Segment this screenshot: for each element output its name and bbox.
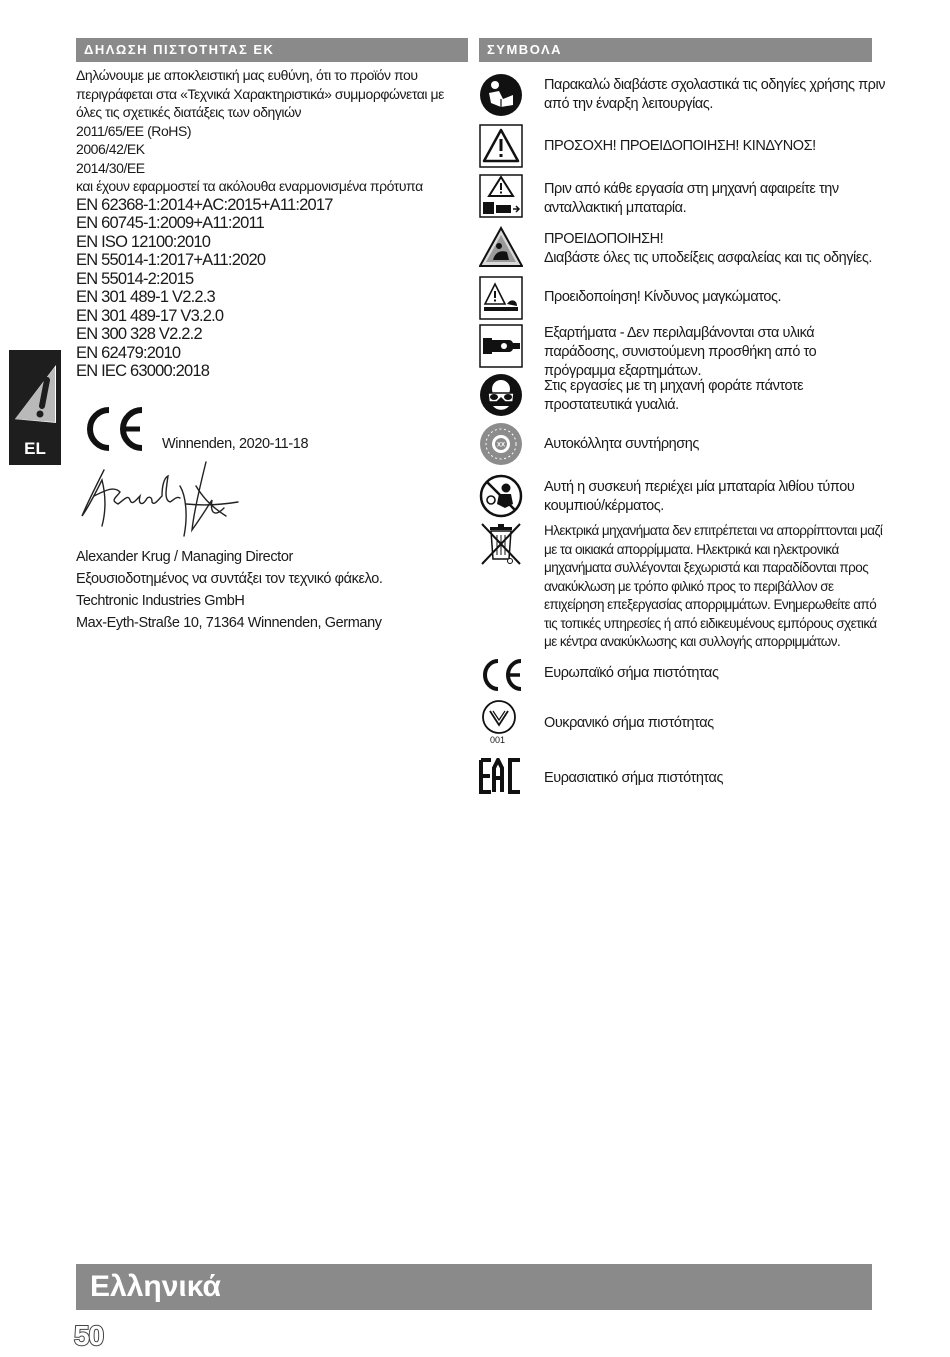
signatory-line: Alexander Krug / Managing Director (76, 549, 293, 565)
standard: EN 55014-1:2017+A11:2020 (76, 251, 266, 269)
signatory-line: Εξουσιοδοτημένος να συντάξει τον τεχνικό φάκελο. (76, 571, 383, 587)
maintenance-sticker-icon (479, 422, 523, 466)
directive: 2014/30/EE (76, 159, 145, 176)
standard: EN IEC 63000:2018 (76, 362, 210, 380)
declaration-intro-line: περιγράφεται στα «Τεχνικά Χαρακτηριστικά» συμμορφώνεται με (76, 85, 444, 102)
page-number: 50 (74, 1320, 104, 1351)
signatory-block (76, 546, 383, 634)
standard: EN 300 328 V2.2.2 (76, 325, 202, 343)
crush-hazard-icon (479, 276, 523, 320)
standard: EN 301 489-17 V3.2.0 (76, 306, 224, 325)
standard: EN 62479:2010 (76, 343, 181, 362)
symbol-text: Πριν από κάθε εργασία στη μηχανή αφαιρείτε την ανταλλακτική μπαταρία. (544, 181, 839, 216)
eac-mark-icon (479, 758, 523, 794)
symbol-text-line: Διαβάστε όλες τις υποδείξεις ασφαλείας και τις οδηγίες. (544, 250, 872, 266)
standard: EN 55014-2:2015 (76, 269, 194, 288)
symbol-text-line: ΠΡΟΕΙΔΟΠΟΙΗΣΗ! (544, 231, 664, 247)
ukraine-mark-number: 001 (490, 735, 506, 745)
declaration-intro-line: όλες τις σχετικές διατάξεις των οδηγιών (76, 104, 302, 120)
place-date: Winnenden, 2020-11-18 (162, 436, 309, 452)
svg-text:XX: XX (496, 442, 506, 449)
signatory-line: Techtronic Industries GmbH (76, 593, 245, 609)
accessory-icon (479, 324, 523, 368)
coin-battery-child-icon (479, 474, 523, 518)
standard: EN ISO 12100:2010 (76, 232, 211, 251)
warning-tab-icon (9, 354, 61, 434)
symbol-text (544, 230, 889, 268)
safety-warning-icon (479, 226, 523, 270)
symbol-text: Εξαρτήματα - Δεν περιλαμβάνονται στα υλικά παράδοσης, συνιστούμενη προσθήκη από το πρόγραμμα εξαρτημάτων. (544, 325, 817, 379)
symbol-text: Ευρασιατικό σήμα πιστότητας (544, 770, 723, 786)
standard: EN 62368-1:2014+AC:2015+A11:2017 (76, 195, 333, 214)
symbol-text: Αυτή η συσκευή περιέχει μία μπαταρία λιθίου τύπου κουμπιού/κέρματος. (544, 479, 855, 514)
signatory-line: Max-Eyth-Straße 10, 71364 Winnenden, Germany (76, 615, 382, 631)
directive: 2011/65/EE (RoHS) (76, 122, 192, 139)
weee-bin-icon (479, 521, 523, 565)
language-tab (9, 350, 61, 465)
footer-language-title: Ελληνικά (76, 1264, 872, 1310)
symbol-text: Προειδοποίηση! Κίνδυνος μαγκώματος. (544, 289, 782, 305)
declaration-body (76, 66, 468, 381)
symbol-text: ΠΡΟΣΟΧΗ! ΠΡΟΕΙΔΟΠΟΙΗΣΗ! ΚΙΝΔΥΝΟΣ! (544, 138, 816, 154)
warning-triangle-icon (479, 124, 523, 168)
symbol-text: Παρακαλώ διαβάστε σχολαστικά τις οδηγίες χρήσης πριν από την έναρξη λειτουργίας. (544, 77, 886, 112)
standard: EN 60745-1:2009+A11:2011 (76, 214, 264, 232)
symbol-text: Ευρωπαϊκό σήμα πιστότητας (544, 665, 719, 681)
ce-mark-icon (479, 658, 523, 692)
standard: EN 301 489-1 V2.2.3 (76, 288, 215, 306)
declaration-header: ΔΗΛΩΣΗ ΠΙΣΤΟΤΗΤΑΣ ΕΚ (76, 38, 468, 62)
directive: 2006/42/EK (76, 141, 145, 157)
read-manual-icon (479, 73, 523, 117)
signature-image (76, 456, 256, 546)
standards-intro: και έχουν εφαρμοστεί τα ακόλουθα εναρμονισμένα πρότυπα (76, 178, 423, 194)
declaration-intro-line: Δηλώνουμε με αποκλειστική μας ευθύνη, ότι το προϊόν που (76, 67, 418, 83)
symbol-text: Αυτοκόλλητα συντήρησης (544, 436, 699, 452)
language-code: EL (24, 439, 46, 458)
symbol-text: Ηλεκτρικά μηχανήματα δεν επιτρέπεται να απορρίπτονται μαζί με τα οικιακά απορρίμματα. Ηλεκτρικά και ηλεκτρονικά μηχανήματα συλλέγονται ξεχωριστά και παραδίδονται προς ανακύκλωση με τρόπο φιλικό προς το περιβάλλον σε επιχείρηση επεξεργασίας απορριμμάτων. Ενημερωθείτε από τις τοπικές υπηρεσίες ή από ειδικευμένους εμπόρους σχετικά με κέντρα ανακύκλωσης και συλλογής απορριμμάτων. (544, 523, 883, 649)
symbol-text: Στις εργασίες με τη μηχανή φοράτε πάντοτε προστατευτικά γυαλιά. (544, 378, 804, 413)
remove-battery-icon (479, 174, 523, 218)
symbols-header: ΣΥΜΒΟΛΑ (479, 38, 872, 62)
symbol-text: Ουκρανικό σήμα πιστότητας (544, 715, 714, 731)
safety-goggles-icon (479, 373, 523, 417)
ce-mark-icon (80, 404, 146, 454)
